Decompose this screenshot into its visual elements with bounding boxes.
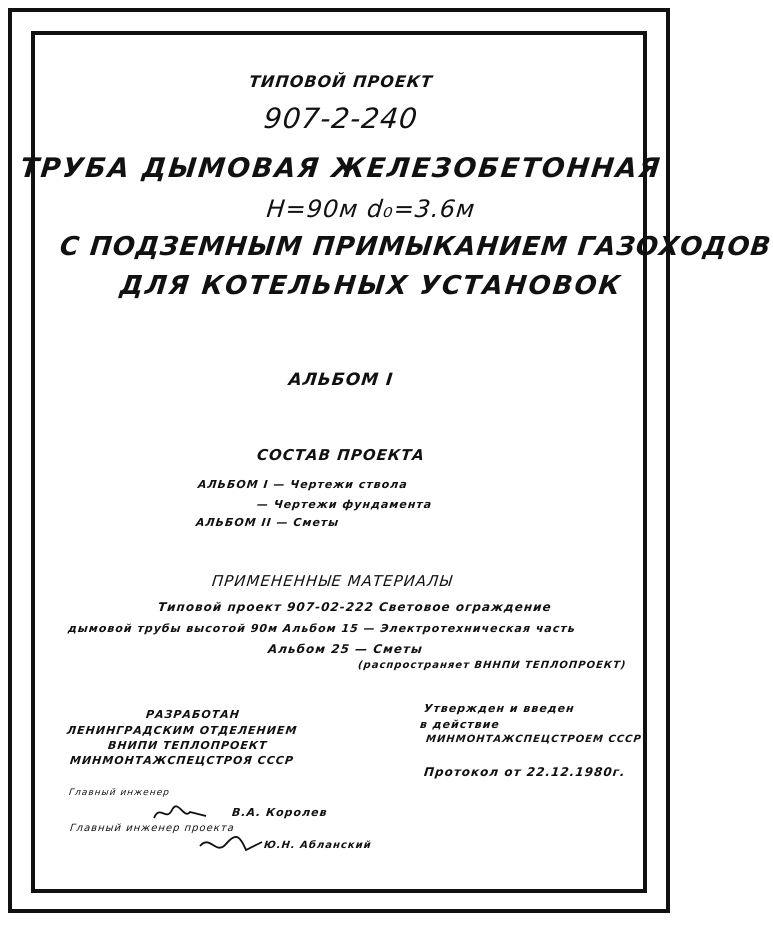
approved-line1: Утвержден и введен <box>423 702 576 715</box>
developed-line2: ЛЕНИНГРАДСКИМ ОТДЕЛЕНИЕМ <box>66 724 299 737</box>
materials-heading: ПРИМЕНЕННЫЕ МАТЕРИАЛЫ <box>211 572 454 590</box>
approved-line3: МИНМОНТАЖСПЕЦСТРОЕМ СССР <box>425 734 643 745</box>
chief-project-label: Главный инженер проекта <box>69 823 236 834</box>
composition-heading: СОСТАВ ПРОЕКТА <box>256 446 426 464</box>
composition-row2: — Чертежи фундамента <box>256 498 433 511</box>
title-line4: ДЛЯ КОТЕЛЬНЫХ УСТАНОВОК <box>118 271 624 301</box>
composition-row1: АЛЬБОМ I — Чертежи ствола <box>197 478 409 491</box>
approved-line2: в действие <box>419 718 501 731</box>
chief-project-signature <box>196 832 266 860</box>
materials-line4: (распространяет ВННПИ ТЕПЛОПРОЕКТ) <box>357 660 627 671</box>
chief-project-name: Ю.Н. Абланский <box>263 840 373 851</box>
materials-line2: дымовой трубы высотой 90м Альбом 15 — Электротехническая часть <box>67 622 577 635</box>
developed-line3: ВНИПИ ТЕПЛОПРОЕКТ <box>107 739 269 752</box>
project-type: ТИПОВОЙ ПРОЕКТ <box>248 72 434 91</box>
title-line1: ТРУБА ДЫМОВАЯ ЖЕЛЕЗОБЕТОННАЯ <box>18 153 664 184</box>
materials-line3: Альбом 25 — Сметы <box>267 642 424 656</box>
materials-line1: Типовой проект 907-02-222 Световое ограждение <box>157 600 553 614</box>
chief-engineer-name: В.А. Королев <box>231 806 329 819</box>
title-line3: С ПОДЗЕМНЫМ ПРИМЫКАНИЕМ ГАЗОХОДОВ <box>58 232 773 262</box>
project-number: 907-2-240 <box>262 102 420 135</box>
developed-line4: МИНМОНТАЖСПЕЦСТРОЯ СССР <box>69 754 295 767</box>
album-label: АЛЬБОМ I <box>287 370 395 390</box>
developed-line1: РАЗРАБОТАН <box>145 708 241 721</box>
approved-line4: Протокол от 22.12.1980г. <box>423 765 627 779</box>
chief-engineer-label: Главный инженер <box>68 788 171 798</box>
title-line2: Н=90м d₀=3.6м <box>265 195 477 223</box>
composition-row3: АЛЬБОМ II — Сметы <box>195 516 340 529</box>
